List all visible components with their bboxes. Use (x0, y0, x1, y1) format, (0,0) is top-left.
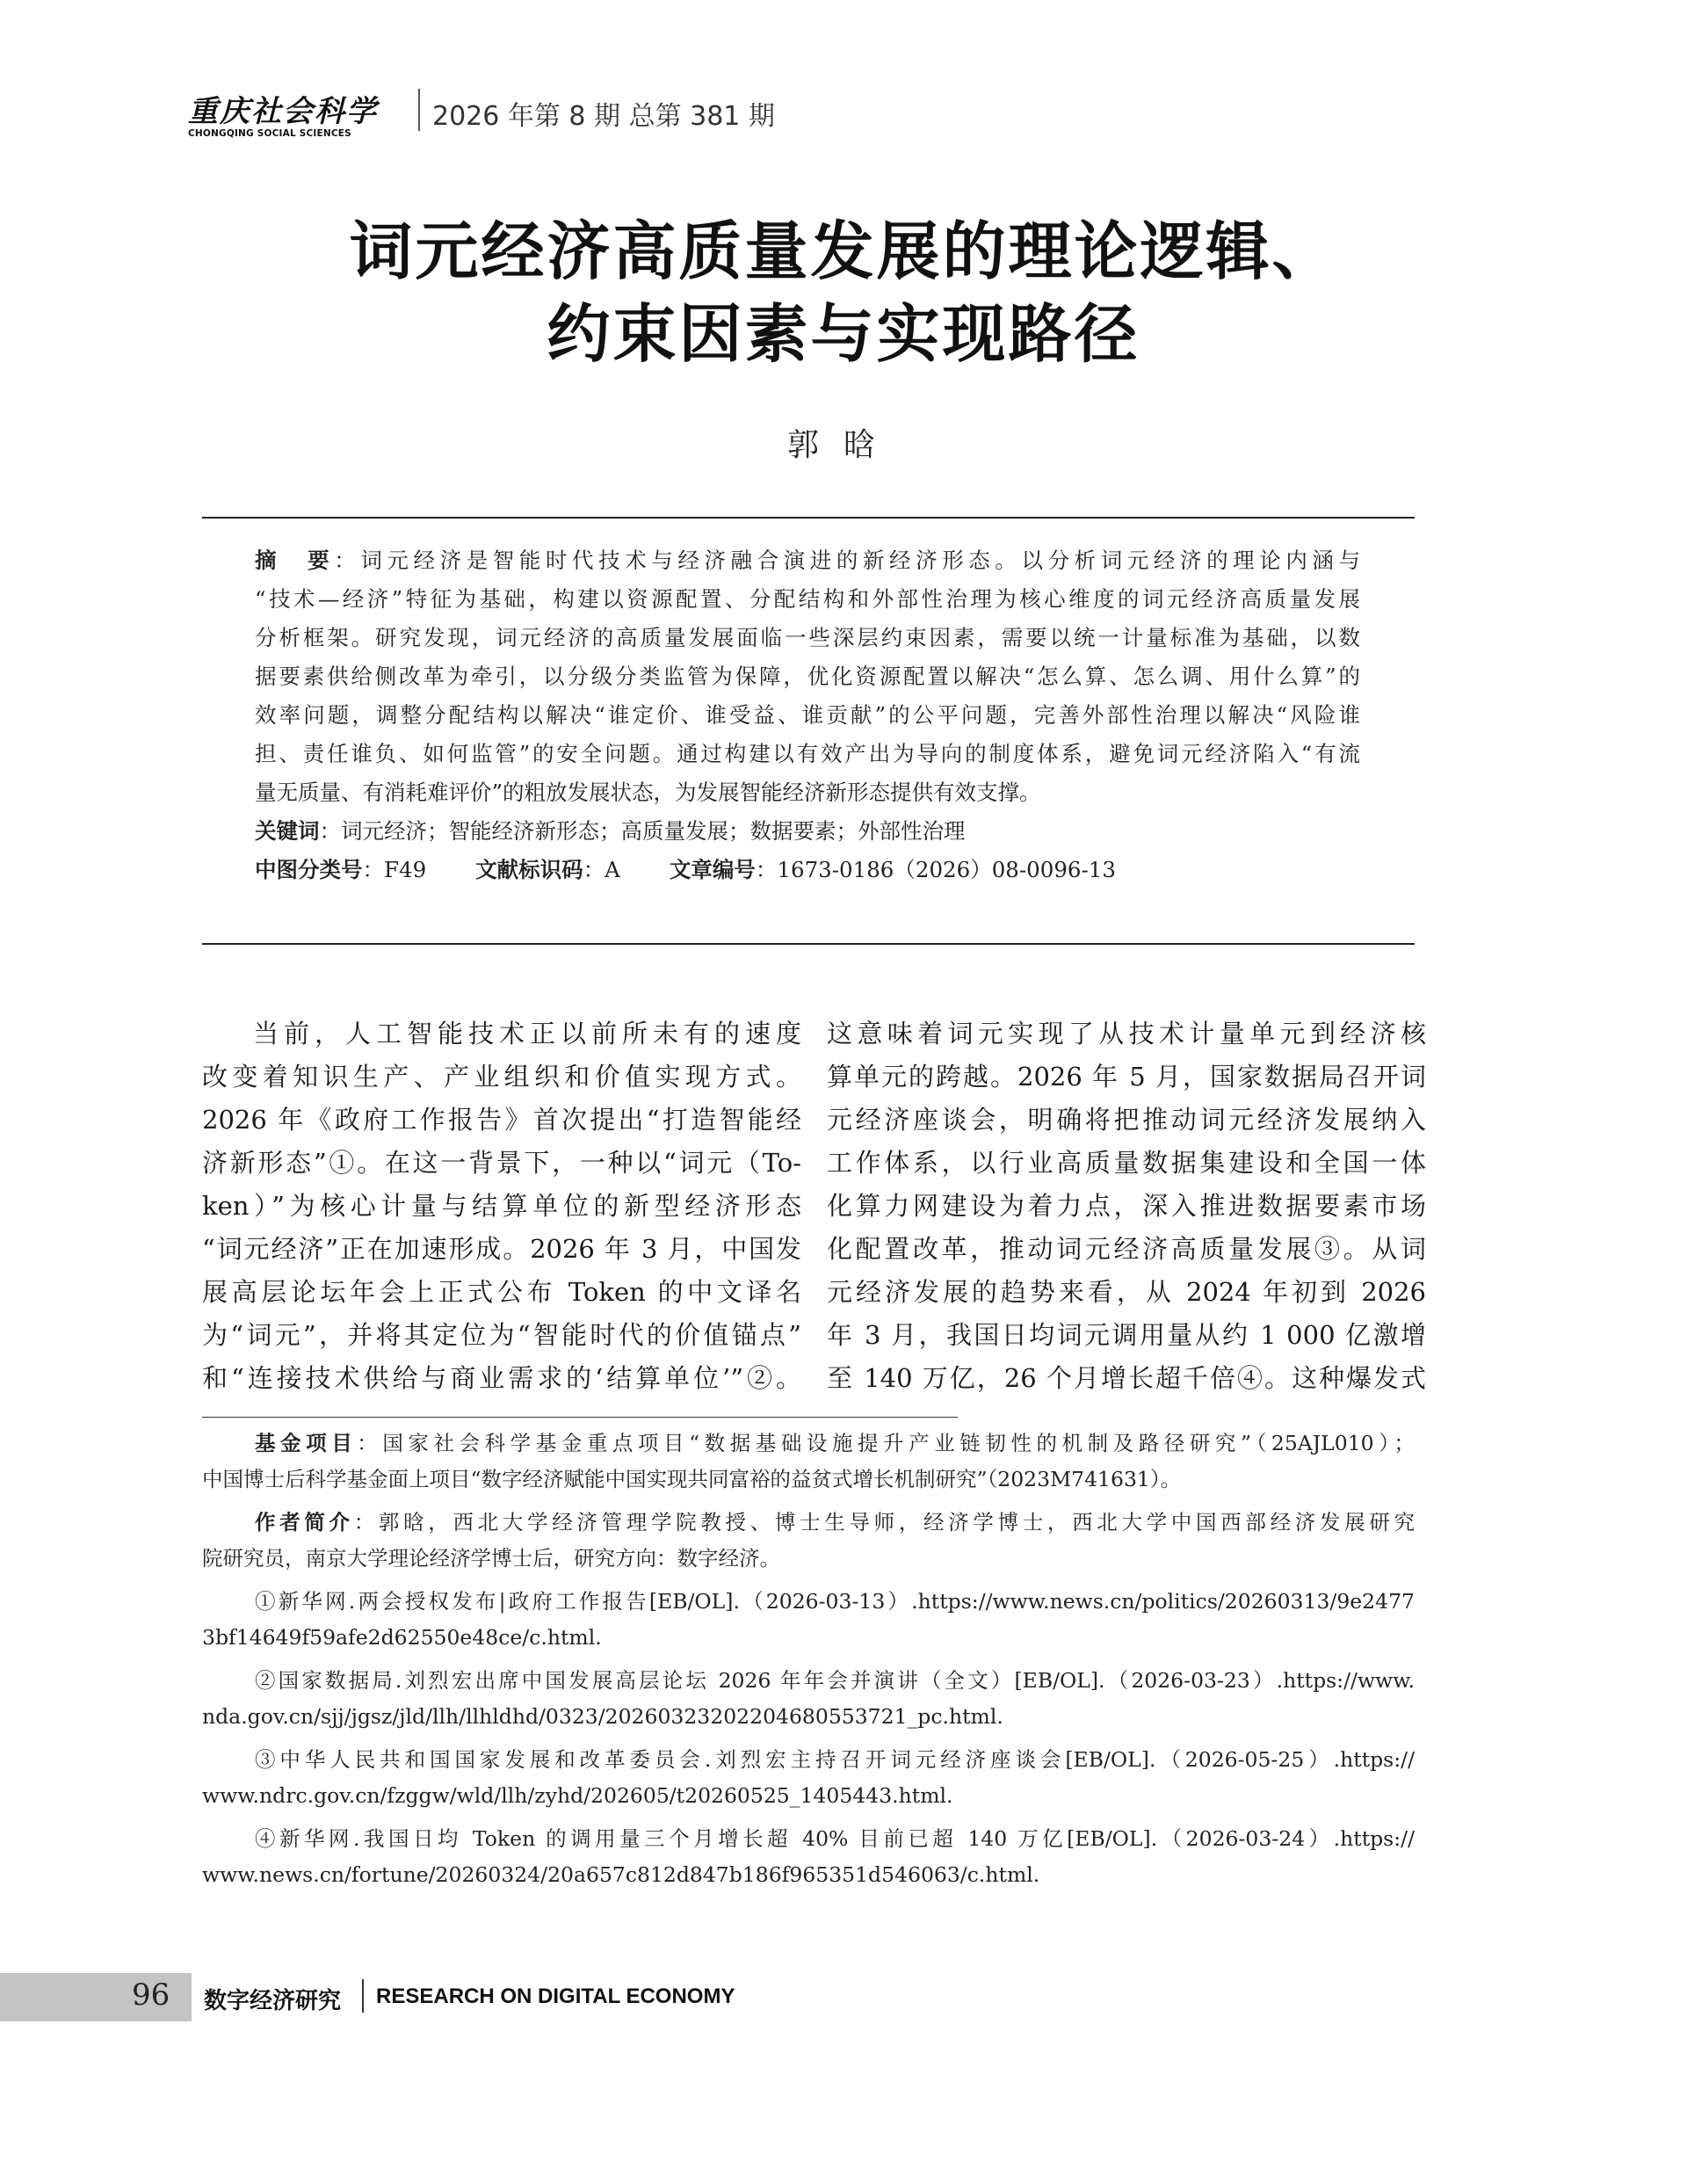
body-line: 化算力网建设为着力点，深入推进数据要素市场 (827, 1191, 1426, 1221)
body-line: 为“词元”，并将其定位为“智能时代的价值锚点” (202, 1320, 801, 1350)
issue-info: 2026 年第 8 期 总第 381 期 (432, 101, 775, 132)
bio-line: 院研究员，南京大学理论经济学博士后，研究方向：数字经济。 (202, 1546, 780, 1571)
keywords-line (255, 812, 1360, 851)
article-number-label: 文章编号 (669, 857, 756, 882)
keywords-text: ：词元经济；智能经济新形态；高质量发展；数据要素；外部性治理 (319, 818, 966, 844)
footer-journal-en: RESEARCH ON DIGITAL ECONOMY (376, 1984, 735, 2008)
body-line: 工作体系，以行业高质量数据集建设和全国一体 (827, 1148, 1426, 1178)
abstract-bottom-rule (202, 943, 1415, 945)
abstract-line: “技术—经济”特征为基础，构建以资源配置、分配结构和外部性治理为核心维度的词元经济高质量发展 (255, 586, 1360, 612)
footer-divider (362, 1979, 364, 2013)
body-line: 这意味着词元实现了从技术计量单元到经济核 (827, 1019, 1426, 1048)
reference-line: www.news.cn/fortune/20260324/20a657c812d847b186f965351d546063/c.html. (202, 1862, 1040, 1887)
body-column-left (202, 1012, 801, 1400)
bio-label: 作者简介 (255, 1510, 354, 1535)
reference-line: ③中华人民共和国国家发展和改革委员会.刘烈宏主持召开词元经济座谈会[EB/OL].（2026-05-25）.https:// (255, 1747, 1415, 1772)
body-line: 化配置改革，推动词元经济高质量发展③。从词 (827, 1234, 1426, 1264)
body-line: 当前，人工智能技术正以前所未有的速度 (253, 1019, 801, 1048)
body-line: 和“连接技术供给与商业需求的‘结算单位’”②。 (202, 1363, 801, 1393)
abstract-line: 担、责任谁负、如何监管”的安全问题。通过构建以有效产出为导向的制度体系，避免词元经济陷入“有流 (255, 741, 1360, 766)
body-line: 元经济座谈会，明确将把推动词元经济发展纳入 (827, 1105, 1426, 1135)
keywords-label: 关键词 (255, 818, 320, 844)
abstract-label: 摘 要 (255, 548, 335, 573)
body-line: 改变着知识生产、产业组织和价值实现方式。 (202, 1062, 801, 1092)
body-line: 算单元的跨越。2026 年 5 月，国家数据局召开词 (827, 1062, 1426, 1092)
body-line: “词元经济”正在加速形成。2026 年 3 月，中国发 (202, 1234, 801, 1264)
body-line: ken）”为核心计量与结算单位的新型经济形态 (202, 1191, 801, 1221)
abstract-line: 分析框架。研究发现，词元经济的高质量发展面临一些深层约束因素，需要以统一计量标准为基础，以数 (255, 625, 1360, 650)
abstract-top-rule (202, 517, 1415, 519)
doc-code-label: 文献标识码 (475, 857, 583, 882)
body-column-right (827, 1012, 1426, 1400)
body-line: 济新形态”①。在这一背景下，一种以“词元（To- (202, 1148, 801, 1178)
abstract-block (255, 541, 1360, 889)
page-number: 96 (132, 1977, 170, 2013)
abstract-line: 效率问题，调整分配结构以解决“谁定价、谁受益、谁贡献”的公平问题，完善外部性治理以解决“风险谁 (255, 702, 1360, 728)
clc-label: 中图分类号 (255, 857, 363, 882)
body-line: 元经济发展的趋势来看，从 2024 年初到 2026 (827, 1277, 1426, 1307)
footnotes-block (202, 1426, 1415, 1893)
funding-label: 基金项目 (255, 1431, 358, 1455)
funding-line: 中国博士后科学基金面上项目“数字经济赋能中国实现共同富裕的益贫式增长机制研究”（2023M741631）。 (202, 1467, 1182, 1491)
reference-line: ④新华网.我国日均 Token 的调用量三个月增长超 40% 目前已超 140 万亿[EB/OL].（2026-03-24）.https:// (255, 1826, 1415, 1851)
journal-logo-cn: 重庆社会科学 (188, 94, 378, 129)
reference-line: www.ndrc.gov.cn/fzggw/wld/llh/zyhd/202605/t20260525_1405443.html. (202, 1783, 953, 1808)
article-title-line-2: 约束因素与实现路径 (547, 296, 1140, 371)
journal-logo (188, 87, 408, 139)
article-number-value: ：1673-0186（2026）08-0096-13 (755, 857, 1116, 882)
reference-line: ②国家数据局.刘烈宏出席中国发展高层论坛 2026 年年会并演讲（全文）[EB/OL].（2026-03-23）.https://www. (255, 1668, 1415, 1693)
article-title-line-1: 词元经济高质量发展的理论逻辑、 (349, 214, 1338, 288)
reference-line: ①新华网.两会授权发布|政府工作报告[EB/OL].（2026-03-13）.https://www.news.cn/politics/20260313/9e2477 (255, 1589, 1415, 1614)
abstract-line: 摘 要：词元经济是智能时代技术与经济融合演进的新经济形态。以分析词元经济的理论内涵与 (255, 548, 1361, 573)
journal-logo-en: CHONGQING SOCIAL SCIENCES (188, 128, 351, 139)
body-line: 展高层论坛年会上正式公布 Token 的中文译名 (202, 1277, 801, 1307)
body-line: 至 140 万亿，26 个月增长超千倍④。这种爆发式 (827, 1363, 1426, 1393)
body-line: 2026 年《政府工作报告》首次提出“打造智能经 (202, 1105, 801, 1135)
reference-line: nda.gov.cn/sjj/jgsz/jld/llh/llhldhd/0323/20260323202204680553721_pc.html. (202, 1704, 1003, 1729)
author-name: 郭晗 (786, 427, 900, 463)
footer-journal-cn: 数字经济研究 (204, 1988, 342, 2014)
classification-line (255, 851, 1360, 889)
abstract-line: 量无质量、有消耗难评价”的粗放发展状态，为发展智能经济新形态提供有效支撑。 (255, 780, 1041, 805)
abstract-line: 据要素供给侧改革为牵引，以分级分类监管为保障，优化资源配置以解决“怎么算、怎么调、用什么算”的 (255, 664, 1360, 689)
reference-line: 3bf14649f59afe2d62550e48ce/c.html. (202, 1625, 602, 1650)
footnote-rule (202, 1417, 958, 1418)
header-divider (418, 89, 420, 131)
body-line: 年 3 月，我国日均词元调用量从约 1 000 亿激增 (827, 1320, 1426, 1350)
bio-line: 作者简介：郭晗，西北大学经济管理学院教授、博士生导师，经济学博士，西北大学中国西部经济发展研究 (255, 1510, 1415, 1535)
clc-value: ：F49 (362, 857, 427, 882)
doc-code-value: ：A (583, 857, 620, 882)
funding-line: 基金项目：国家社会科学基金重点项目“数据基础设施提升产业链韧性的机制及路径研究”（25AJL010）； (255, 1431, 1415, 1455)
